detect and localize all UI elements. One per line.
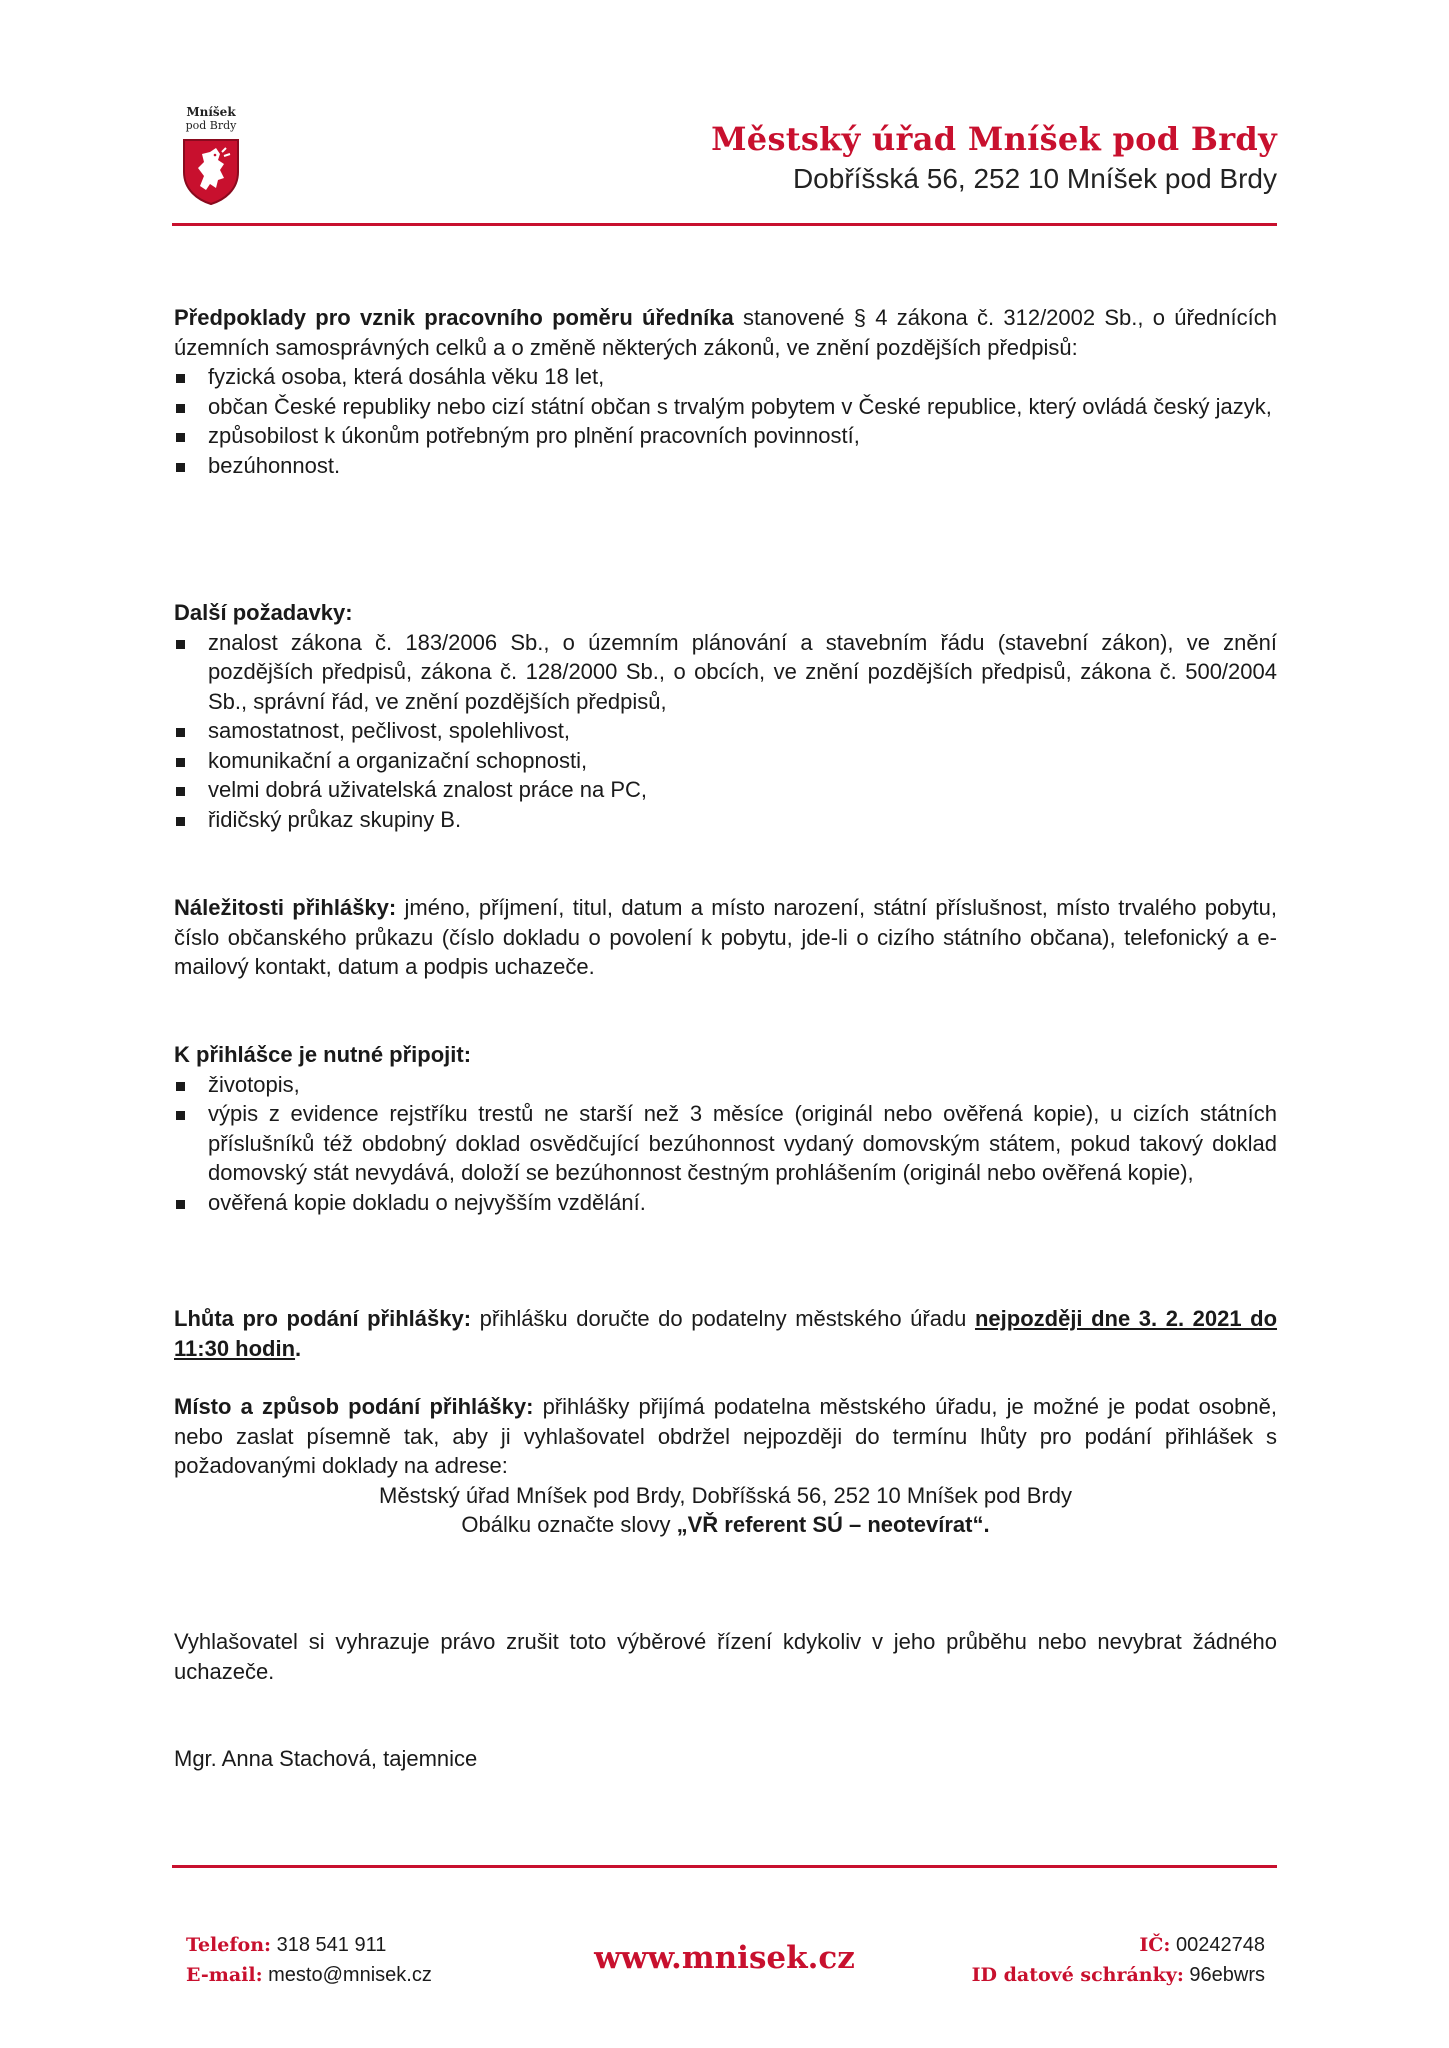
application-details-heading: Náležitosti přihlášky: bbox=[174, 895, 397, 920]
logo-text bbox=[180, 106, 242, 132]
footer-divider bbox=[172, 1865, 1277, 1868]
deadline-date: nejpozději dne 3. 2. 2021 do 11:30 hodin bbox=[174, 1306, 1278, 1361]
submission-text: přihlášky přijímá podatelna městského úřadu, je možné je podat osobně, nebo zaslat písemně tak, aby ji vyhlašovatel obdržel nejpozději do termínu lhůty pro podání přihlášek s požadovanými doklady na adrese: bbox=[174, 1394, 1277, 1478]
envelope-note bbox=[174, 1510, 1277, 1540]
envelope-label: „VŘ referent SÚ – neotevírat“. bbox=[676, 1512, 990, 1537]
footer-ids bbox=[972, 1930, 1265, 1990]
requirements-list bbox=[174, 628, 1277, 835]
footer-ic bbox=[972, 1930, 1265, 1960]
envelope-prefix: Obálku označte slovy bbox=[461, 1512, 677, 1537]
prerequisites-intro bbox=[174, 303, 1277, 362]
logo-line2: pod Brdy bbox=[185, 119, 237, 132]
prerequisites-list bbox=[174, 362, 1277, 480]
phone-value: 318 541 911 bbox=[271, 1934, 387, 1956]
section-requirements bbox=[174, 598, 1277, 834]
databox-label: ID datové schránky: bbox=[971, 1964, 1184, 1986]
section-prerequisites bbox=[174, 303, 1277, 480]
deadline-heading: Lhůta pro podání přihlášky: bbox=[174, 1306, 472, 1331]
ic-label: IČ: bbox=[1139, 1934, 1171, 1956]
list-item: velmi dobrá uživatelská znalost práce na PC, bbox=[174, 775, 1277, 805]
section-application-details bbox=[174, 893, 1277, 982]
list-item: způsobilost k úkonům potřebným pro plnění pracovních povinností, bbox=[174, 421, 1277, 451]
section-submission bbox=[174, 1392, 1277, 1540]
header-divider bbox=[172, 223, 1277, 226]
town-logo bbox=[180, 106, 242, 211]
attachments-heading: K přihlášce je nutné připojit: bbox=[174, 1042, 472, 1067]
deadline-end: . bbox=[295, 1335, 302, 1361]
signature: Mgr. Anna Stachová, tajemnice bbox=[174, 1746, 478, 1771]
list-item: znalost zákona č. 183/2006 Sb., o územním plánování a stavebním řádu (stavební zákon), ve znění pozdějších předpisů, zákona č. 128/2000 Sb., o obcích, ve znění pozdějších předpisů, zákona č. 500/2004 Sb., správní řád, ve znění pozdějších předpisů, bbox=[174, 628, 1277, 717]
disclaimer-text: Vyhlašovatel si vyhrazuje právo zrušit toto výběrové řízení kdykoliv v jeho průběhu nebo nevybrat žádného uchazeče. bbox=[174, 1629, 1277, 1684]
requirements-heading: Další požadavky: bbox=[174, 600, 353, 625]
section-attachments bbox=[174, 1040, 1277, 1217]
list-item: samostatnost, pečlivost, spolehlivost, bbox=[174, 716, 1277, 746]
section-disclaimer bbox=[174, 1627, 1277, 1686]
application-details-text: jméno, příjmení, titul, datum a místo narození, státní příslušnost, místo trvalého pobytu, číslo občanského průkazu (číslo dokladu o povolení k pobytu, jde-li o cizího státního občana), telefonický a e-mailový kontakt, datum a podpis uchazeče. bbox=[174, 895, 1277, 979]
footer-databox bbox=[972, 1960, 1265, 1990]
list-item: životopis, bbox=[174, 1070, 1277, 1100]
office-address: Dobříšská 56, 252 10 Mníšek pod Brdy bbox=[792, 163, 1277, 194]
office-title: Městský úřad Mníšek pod Brdy bbox=[711, 120, 1277, 158]
list-item: výpis z evidence rejstříku trestů ne starší než 3 měsíce (originál nebo ověřená kopie), u cizích státních příslušníků též obdobný doklad osvědčující bezúhonnost vydaný domovským státem, pokud takový doklad domovský stát nevydává, doloží se bezúhonnost čestným prohlášením (originál nebo ověřená kopie), bbox=[174, 1099, 1277, 1188]
section-deadline bbox=[174, 1304, 1277, 1363]
list-item: fyzická osoba, která dosáhla věku 18 let, bbox=[174, 362, 1277, 392]
submission-heading: Místo a způsob podání přihlášky: bbox=[174, 1394, 534, 1419]
phone-label: Telefon: bbox=[186, 1934, 272, 1956]
list-item: komunikační a organizační schopnosti, bbox=[174, 746, 1277, 776]
email-label: E-mail: bbox=[186, 1964, 263, 1986]
submission-address: Městský úřad Mníšek pod Brdy, Dobříšská 56, 252 10 Mníšek pod Brdy bbox=[379, 1482, 1072, 1508]
list-item: občan České republiky nebo cizí státní občan s trvalým pobytem v České republice, který ovládá český jazyk, bbox=[174, 392, 1277, 422]
logo-line1: Mníšek bbox=[186, 105, 236, 119]
email-link[interactable]: mesto@mnisek.cz bbox=[262, 1964, 432, 1986]
signature-block bbox=[174, 1744, 1277, 1774]
ic-value: 00242748 bbox=[1170, 1934, 1265, 1956]
databox-value: 96ebwrs bbox=[1183, 1964, 1265, 1986]
website-link[interactable]: www.mnisek.cz bbox=[594, 1940, 855, 1976]
attachments-list bbox=[174, 1070, 1277, 1218]
prerequisites-text: stanovené § 4 zákona č. 312/2002 Sb., o úřednících územních samosprávných celků a o změně některých zákonů, ve znění pozdějších předpisů: bbox=[174, 305, 1277, 360]
coat-of-arms-icon bbox=[182, 138, 240, 206]
deadline-text: přihlášku doručte do podatelny městského úřadu bbox=[471, 1306, 975, 1331]
list-item: bezúhonnost. bbox=[174, 451, 1277, 481]
prerequisites-heading: Předpoklady pro vznik pracovního poměru úředníka bbox=[174, 305, 734, 330]
list-item: ověřená kopie dokladu o nejvyšším vzdělání. bbox=[174, 1188, 1277, 1218]
list-item: řidičský průkaz skupiny B. bbox=[174, 805, 1277, 835]
